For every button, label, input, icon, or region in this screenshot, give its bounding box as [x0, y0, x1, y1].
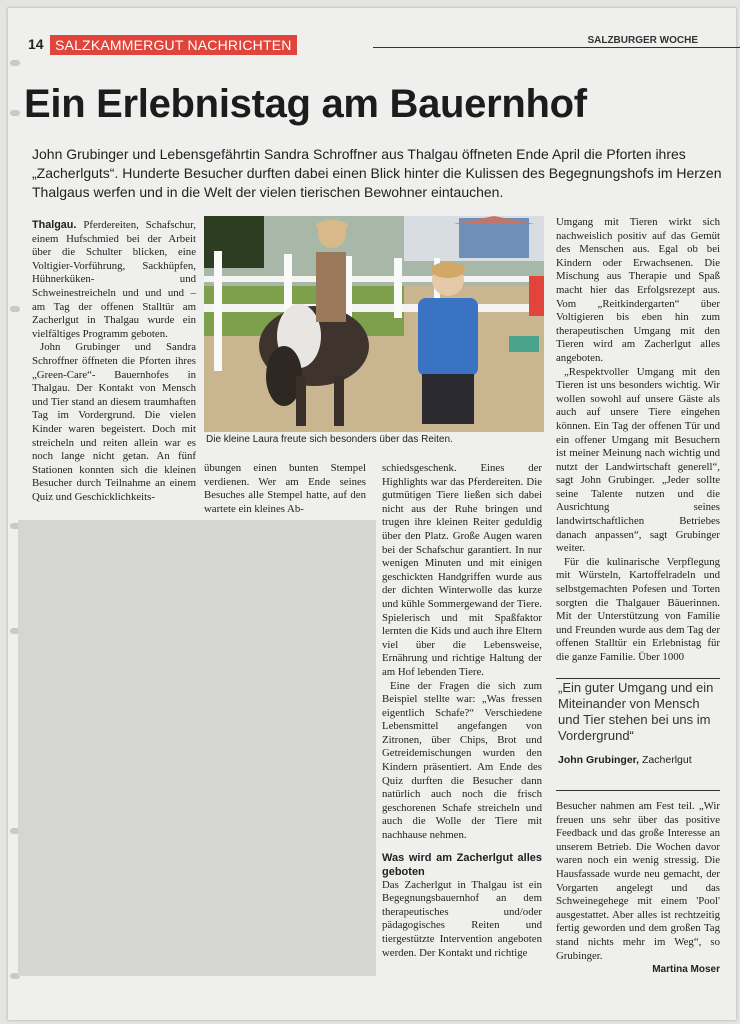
article-lead: John Grubinger und Lebensgefährtin Sandra Schroffner aus Thalgau öffneten Ende April die Pforten ihres „Zacherlguts“. Hunderte Besucher durften dabei einen Blick hinter die Kulissen des Begegnungshofs im Herzen Thalgaus werfen und in die Welt der vielen tierischen Bewohner eintauchen. — [32, 146, 722, 200]
quote-author: John Grubinger, Zacherlgut — [558, 754, 692, 766]
subheading: Was wird am Zacherlgut alles geboten — [382, 851, 542, 878]
article-column-4 — [556, 216, 720, 665]
author-line — [556, 963, 720, 977]
punch-hole — [10, 110, 20, 116]
paragraph: schiedsgeschenk. Eines der Highlights war das Pferdereiten. Die gutmütigen Tiere ließen sich dabei nicht aus der Ruhe bringen und trugen ihre kleinen Reiter geduldig über den Platz. Große Augen waren bei der Schafschur garantiert. In nur wenigen Minuten und mit einigen geschickten Handgriffen wurde aus der dichten Winterwolle das kurze und kühle Sommergewand der Tiere. Spielerisch und mit Spaßfaktor lernten die Kids und auch ihre Eltern viel über die Lebensweise, Ernährung und richtige Haltung der am Hof lebenden Tiere. — [382, 462, 542, 678]
paragraph: „Respektvoller Umgang mit den Tieren ist uns besonders wichtig. Wir wollen sowohl auf unsere Gäste als auch auf unsere Tiere eingehen können. Ein Tag der offenen Tür und ein offener Umgang mit Besuchern ist meiner Meinung nach wichtig und nutzt der Landwirtschaft generell“, sagt John Grubinger. „Jeder sollte seine Talente nutzen und die Ausrichtung seines landwirtschaftlichen Betriebes danach anpassen“, sagt Grubinger weiter. — [556, 365, 720, 555]
newspaper-name: SALZBURGER WOCHE — [583, 35, 698, 46]
article-column-1 — [32, 219, 196, 504]
paragraph: Thalgau. Pferdereiten, Schafschur, einem Hufschmied bei der Arbeit über die Schulter blicken, eine Voltigier-Vorführung, Sackhüpfen, Hühnerküken- und Schweinestreicheln und und und – am Tag der offenen Stalltür am Zacherlgut in Thalgau wurde ein vielfältiges Programm geboten. — [32, 219, 197, 340]
article-headline: Ein Erlebnistag am Bauernhof — [24, 82, 587, 126]
quote-rule-bottom — [556, 790, 720, 791]
photo-caption: Die kleine Laura freute sich besonders über das Reiten. — [206, 434, 453, 445]
article-column-4-continued — [556, 800, 720, 977]
quote-rule-top — [556, 678, 720, 679]
section-badge: SALZKAMMERGUT NACHRICHTEN — [50, 35, 297, 55]
paragraph: Besucher nahmen am Fest teil. „Wir freuen uns sehr über das positive Feedback und das große Interesse an unserem Betrieb. Die Wochen davor waren noch ein wenig stressig. Die Hausfassade wurde neu gemacht, der Vorgarten angelegt und das Schweinegehege mit einem 'Pool' ausgestattet. Aber alles ist rechtzeitig fertig geworden und dem großen Tag stand nichts mehr im Weg“, so Grubinger. — [556, 800, 720, 962]
quote-text: „Ein guter Umgang und ein Miteinander von Mensch und Tier stehen bei uns im Vordergrund“ — [558, 680, 714, 743]
article-photo — [204, 216, 544, 432]
paragraph: Umgang mit Tieren wirkt sich nachweislich positiv auf das Gemüt des Menschen aus. Egal ob bei Kindern oder Erwachsenen. Die Mischung aus Therapie und Spaß macht hier das Erfolgsrezept aus. Vom „Reitkindergarten“ über Voltigieren bis eben hin zum therapeutischen Umgang mit den Tieren wird am Zacherlgut alles angeboten. — [556, 216, 720, 364]
article-column-2 — [204, 462, 366, 516]
paragraph: John Grubinger und Sandra Schroffner öffneten die Pforten ihres „Green-Care“- Bauernhofes in Thalgau. Der Kontakt von Mensch und Tier stand an diesem traumhaften Tag im Vordergrund. Die vielen Kinder waren begeistert. Doch mit streicheln und reiten allein war es noch lange nicht getan. An fünf Stationen konnten sich die kleinen Besucher durch Teilnahme an einem Quiz und Geschicklichkeits- — [32, 341, 196, 503]
article-column-3 — [382, 462, 542, 960]
author-name: Martina Moser — [652, 964, 720, 976]
paragraph: Das Zacherlgut in Thalgau ist ein Begegnungsbauernhof an dem therapeutisches und/oder pädagogisches Reiten und tiergestützte Intervention angeboten werden. Der Kontakt und richtige — [382, 878, 542, 959]
paragraph: übungen einen bunten Stempel verdienen. Wer am Ende seines Besuches alle Stempel hatte, auf den wartete ein kleines Ab- — [204, 462, 366, 515]
photo-pony-riding — [204, 216, 544, 432]
paragraph: Für die kulinarische Verpflegung mit Würsteln, Kartoffelradeln und selbstgemachten Pofesen und Torten sorgten die Thalgauer Bäuerinnen. Mit der Unterstützung von Familie und Freunden wurde aus dem Tag der offenen Stalltür ein Erlebnistag für die ganze Familie. Über 1000 — [556, 555, 720, 663]
page-number: 14 — [28, 36, 44, 52]
blank-ad-area — [18, 520, 376, 976]
page-header — [28, 35, 720, 57]
header-rule — [373, 47, 740, 48]
pull-quote — [558, 680, 718, 784]
paragraph: Eine der Fragen die sich zum Beispiel stellte war: „Was fressen eigentlich Schafe?“ Verschiedene Lebensmittel angefangen von Zitronen, über Chips, Brot und Getreidemischungen wurden den Kindern präsentiert. Am Ende des Quiz durften die Besucher dann natürlich auch noch die frisch geschorenen Schafe streicheln und auch die Wolle der Tiere mit nachhause nehmen. — [382, 679, 542, 842]
punch-hole — [10, 60, 20, 66]
dateline: Thalgau. — [32, 219, 77, 231]
punch-hole — [10, 306, 20, 312]
